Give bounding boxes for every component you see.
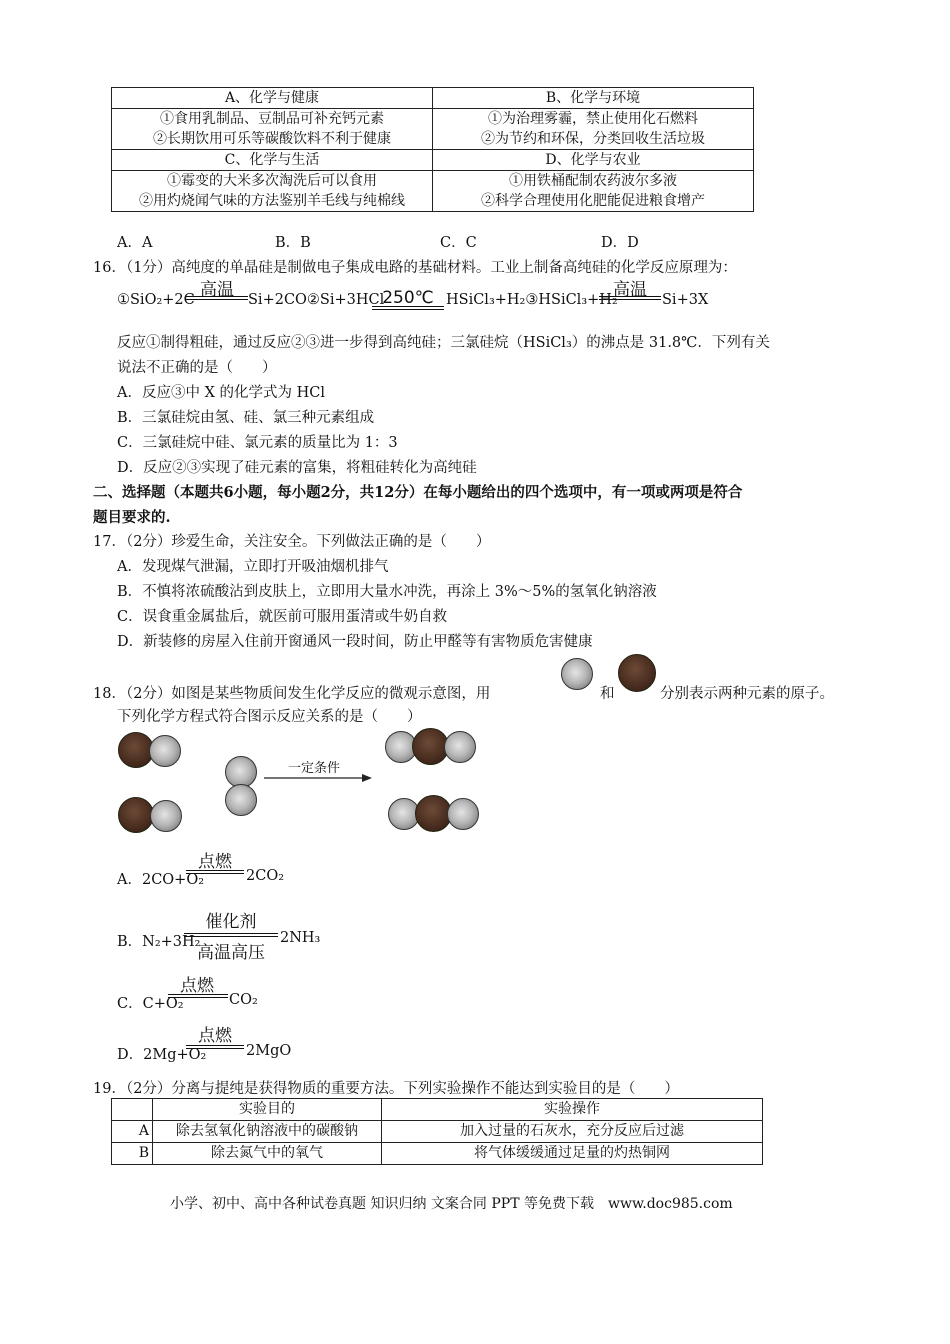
equal-sign xyxy=(168,994,228,998)
table-cell xyxy=(112,1099,153,1121)
page-footer: 小学、初中、高中各种试卷真题 知识归纳 文案合同 PPT 等免费下载 www.doc985.com xyxy=(170,1196,733,1212)
table-cell: 除去氮气中的氧气 xyxy=(153,1143,382,1165)
table-cell xyxy=(112,109,433,150)
reaction-condition: 高温 xyxy=(200,280,234,300)
table-row xyxy=(112,1143,763,1165)
q18-option-a-product: 2CO₂ xyxy=(246,868,285,884)
table-header: 实验操作 xyxy=(382,1099,763,1121)
cell-line: ②用灼烧闻气味的方法鉴别羊毛线与纯棉线 xyxy=(139,193,405,209)
q15-option-a: A．A xyxy=(117,235,153,251)
q19-table xyxy=(111,1098,763,1165)
section-heading: 题目要求的. xyxy=(93,509,171,526)
table-cell: D、化学与农业 xyxy=(433,150,754,171)
q16-desc: 反应①制得粗硅，通过反应②③进一步得到高纯硅；三氯硅烷（HSiCl₃）的沸点是 31.8℃．下列有关 xyxy=(117,335,770,351)
arrow-label: 一定条件 xyxy=(288,761,341,776)
grey-atom-icon xyxy=(150,800,182,832)
cell-line: ②为节约和环保，分类回收生活垃圾 xyxy=(481,131,705,147)
q15-option-d: D．D xyxy=(601,235,639,251)
equal-sign xyxy=(184,933,278,937)
table-cell xyxy=(112,171,433,212)
q16-option-d: D．反应②③实现了硅元素的富集，将粗硅转化为高纯硅 xyxy=(117,460,477,476)
grey-atom-icon xyxy=(561,658,593,690)
q16-reaction2-right: HSiCl₃+H₂③HSiCl₃+H₂ xyxy=(446,292,618,308)
cell-line: ②长期饮用可乐等碳酸饮料不利于健康 xyxy=(153,131,391,147)
table-cell: B、化学与环境 xyxy=(433,88,754,109)
q15-option-b: B．B xyxy=(275,235,311,251)
equal-sign xyxy=(186,1045,244,1049)
q16-desc: 说法不正确的是（ ） xyxy=(117,360,277,376)
table-cell xyxy=(433,171,754,212)
cell-line: ①为治理雾霾，禁止使用化石燃料 xyxy=(488,111,698,127)
brown-atom-icon xyxy=(118,797,154,833)
reaction-condition: 催化剂 xyxy=(205,912,257,932)
q18-stem: 18．（2分）如图是某些物质间发生化学反应的微观示意图，用 xyxy=(93,686,491,702)
table-header: 实验目的 xyxy=(153,1099,382,1121)
section-heading: 二、选择题（本题共6小题，每小题2分，共12分）在每小题给出的四个选项中，有一项或两项是符合 xyxy=(93,484,743,501)
q15-option-c: C．C xyxy=(440,235,477,251)
reaction-condition: 250℃ xyxy=(382,288,434,308)
reaction-condition: 高温 xyxy=(613,280,647,300)
cell-line: ①食用乳制品、豆制品可补充钙元素 xyxy=(160,111,384,127)
q17-stem: 17．（2分）珍爱生命，关注安全。下列做法正确的是（ ） xyxy=(93,534,491,550)
cell-line: ①用铁桶配制农药波尔多液 xyxy=(509,173,677,189)
q17-option-a: A．发现煤气泄漏，立即打开吸油烟机排气 xyxy=(117,559,389,575)
q18-option-d-product: 2MgO xyxy=(246,1043,292,1059)
q19-stem: 19．（2分）分离与提纯是获得物质的重要方法。下列实验操作不能达到实验目的是（ ） xyxy=(93,1081,679,1097)
q17-option-d: D．新装修的房屋入住前开窗通风一段时间，防止甲醛等有害物质危害健康 xyxy=(117,634,593,650)
q16-reaction1-right: Si+2CO②Si+3HCl xyxy=(248,292,385,308)
q16-stem: 16．（1分）高纯度的单晶硅是制做电子集成电路的基础材料。工业上制备高纯硅的化学反应原理为： xyxy=(93,260,737,276)
q16-option-a: A．反应③中 X 的化学式为 HCl xyxy=(117,385,325,401)
grey-atom-icon xyxy=(447,798,479,830)
table-row xyxy=(112,1121,763,1143)
reaction-condition: 高温高压 xyxy=(197,943,265,963)
reaction-condition: 点燃 xyxy=(180,976,214,996)
table-cell: A、化学与健康 xyxy=(112,88,433,109)
grey-atom-icon xyxy=(444,731,476,763)
reaction-condition: 点燃 xyxy=(198,852,232,872)
q18-stem: 和 xyxy=(600,686,615,702)
q15-table xyxy=(111,87,754,212)
q16-option-b: B．三氯硅烷由氢、硅、氯三种元素组成 xyxy=(117,410,375,426)
grey-atom-icon xyxy=(225,784,257,816)
q18-option-b-product: 2NH₃ xyxy=(280,930,321,946)
cell-line: ①霉变的大米多次淘洗后可以食用 xyxy=(167,173,377,189)
table-cell: C、化学与生活 xyxy=(112,150,433,171)
table-cell: 将气体缓缓通过足量的灼热铜网 xyxy=(382,1143,763,1165)
cell-line: ②科学合理使用化肥能促进粮食增产 xyxy=(481,193,705,209)
table-cell: A xyxy=(112,1121,153,1143)
brown-atom-icon xyxy=(618,654,656,692)
q18-stem: 分别表示两种元素的原子。 xyxy=(660,686,834,702)
reaction-condition: 点燃 xyxy=(198,1026,232,1046)
table-cell: 除去氢氧化钠溶液中的碳酸钠 xyxy=(153,1121,382,1143)
grey-atom-icon xyxy=(149,735,181,767)
q18-stem: 下列化学方程式符合图示反应关系的是（ ） xyxy=(117,709,422,725)
equal-sign xyxy=(372,306,444,310)
q17-option-c: C．误食重金属盐后，就医前可服用蛋清或牛奶自救 xyxy=(117,609,448,625)
q16-reaction3-right: Si+3X xyxy=(662,292,709,308)
equal-sign xyxy=(186,870,244,874)
equal-sign xyxy=(186,296,248,300)
q16-reaction1-left: ①SiO₂+2C xyxy=(117,292,195,308)
arrow-icon xyxy=(262,772,374,784)
q18-option-a: A．2CO+O₂ xyxy=(117,872,205,888)
q18-option-c-product: CO₂ xyxy=(229,992,258,1008)
q18-option-d: D．2Mg+O₂ xyxy=(117,1047,207,1063)
q16-option-c: C．三氯硅烷中硅、氯元素的质量比为 1：3 xyxy=(117,435,398,451)
table-row xyxy=(112,1099,763,1121)
q17-option-b: B．不慎将浓硫酸沾到皮肤上，立即用大量水冲洗，再涂上 3%～5%的氢氧化钠溶液 xyxy=(117,584,657,600)
table-cell xyxy=(433,109,754,150)
q18-option-c: C．C+O₂ xyxy=(117,996,184,1012)
q18-option-b: B．N₂+3H₂ xyxy=(117,934,201,950)
table-cell: 加入过量的石灰水，充分反应后过滤 xyxy=(382,1121,763,1143)
table-cell: B xyxy=(112,1143,153,1165)
equal-sign xyxy=(599,296,661,300)
